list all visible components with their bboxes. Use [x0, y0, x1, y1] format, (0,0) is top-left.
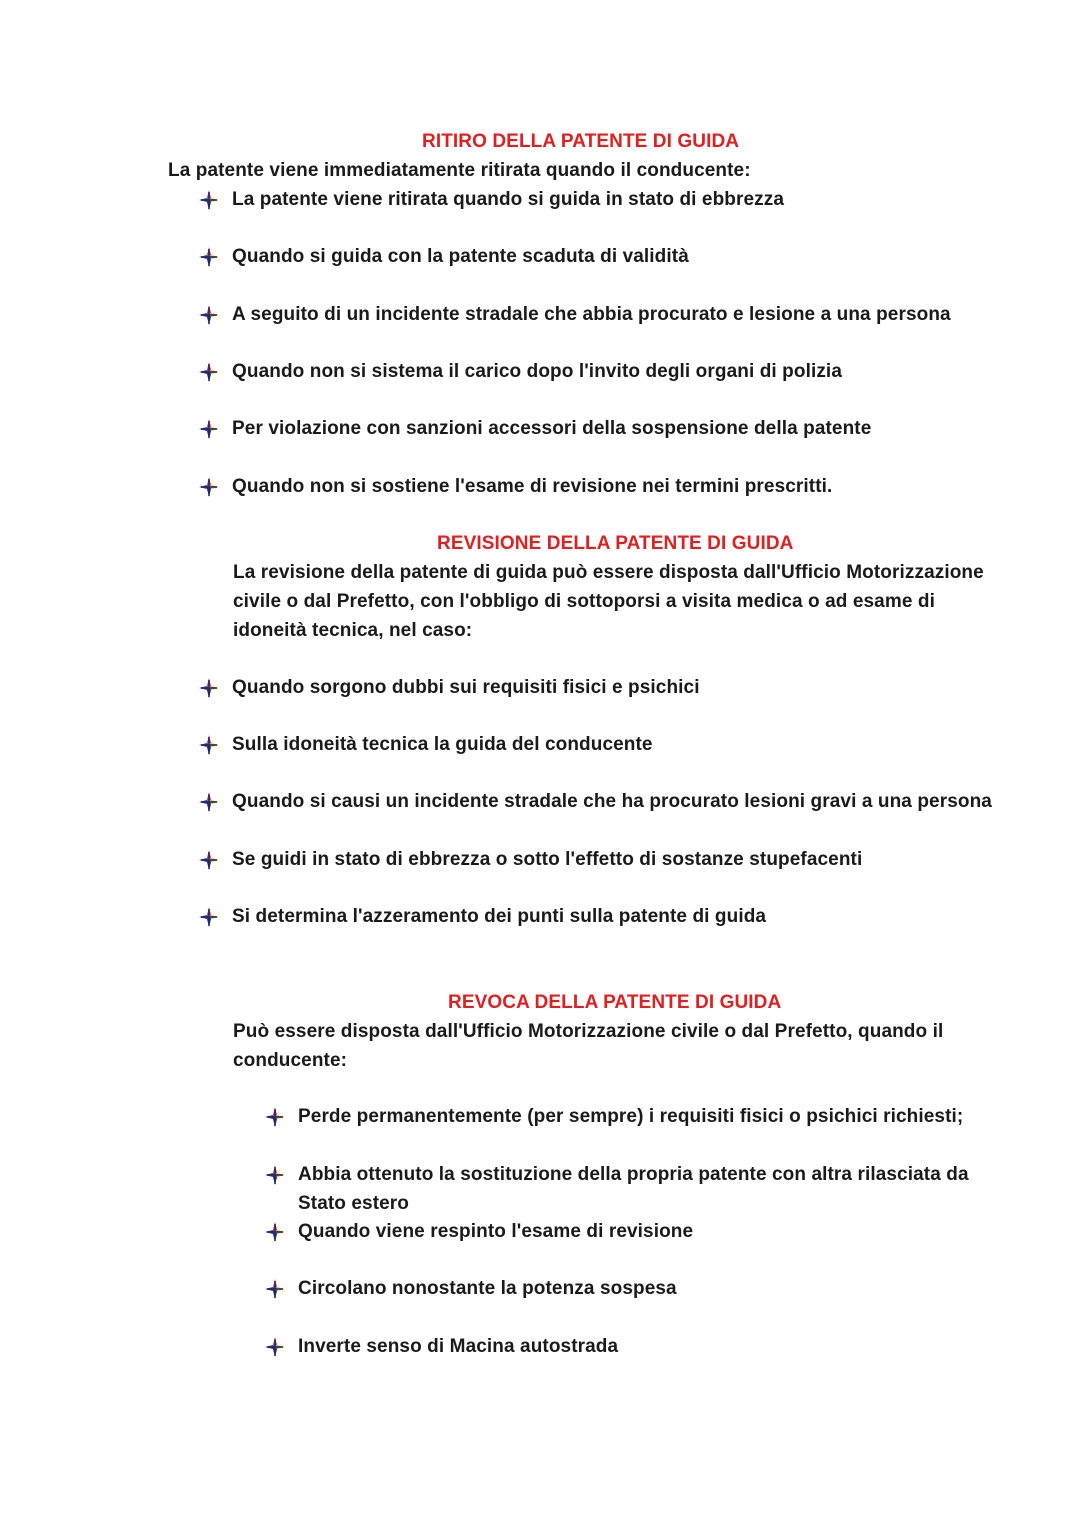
list-item — [198, 674, 700, 702]
list-item-label: Abbia ottenuto la sostituzione della propria patente con altra rilasciata da — [298, 1164, 969, 1185]
list-item — [198, 358, 842, 386]
list-item — [198, 903, 766, 931]
list-item — [198, 788, 992, 816]
list-item — [198, 301, 951, 329]
list-item — [198, 415, 871, 443]
list-item — [264, 1161, 969, 1189]
ritiro-title: RITIRO DELLA PATENTE DI GUIDA — [422, 131, 740, 152]
arrow-down-bullet-icon — [264, 1106, 286, 1128]
list-item — [198, 243, 689, 271]
list-item-label: Quando sorgono dubbi sui requisiti fisici e psichici — [232, 677, 700, 698]
list-item-label: A seguito di un incidente stradale che abbia procurato e lesione a una persona — [232, 304, 951, 325]
list-item-label: Se guidi in stato di ebbrezza o sotto l'effetto di sostanze stupefacenti — [232, 849, 863, 870]
revisione-intro-line: idoneità tecnica, nel caso: — [233, 620, 473, 641]
revoca-title: REVOCA DELLA PATENTE DI GUIDA — [448, 992, 782, 1013]
arrow-down-bullet-icon — [198, 476, 220, 498]
list-item-label: Sulla idoneità tecnica la guida del conducente — [232, 734, 653, 755]
arrow-down-bullet-icon — [198, 849, 220, 871]
list-item-label: Per violazione con sanzioni accessori della sospensione della patente — [232, 418, 872, 439]
arrow-down-bullet-icon — [264, 1221, 286, 1243]
revisione-intro-line: civile o dal Prefetto, con l'obbligo di sottoporsi a visita medica o ad esame di — [233, 591, 935, 612]
revoca-intro-line: conducente: — [233, 1050, 348, 1071]
arrow-down-bullet-icon — [198, 791, 220, 813]
list-item-continuation: Stato estero — [298, 1193, 410, 1214]
list-item-label: La patente viene ritirata quando si guida in stato di ebbrezza — [232, 189, 785, 210]
list-item-label: Quando non si sostiene l'esame di revisione nei termini prescritti. — [232, 476, 833, 497]
list-item — [264, 1218, 693, 1246]
list-item-label: Quando non si sistema il carico dopo l'invito degli organi di polizia — [232, 361, 842, 382]
list-item-label: Quando si causi un incidente stradale che ha procurato lesioni gravi a una persona — [232, 791, 992, 812]
list-item-label: Inverte senso di Macina autostrada — [298, 1336, 619, 1357]
revisione-title: REVISIONE DELLA PATENTE DI GUIDA — [437, 533, 794, 554]
list-item-label: Perde permanentemente (per sempre) i requisiti fisici o psichici richiesti; — [298, 1106, 964, 1127]
list-item — [198, 473, 832, 501]
ritiro-intro: La patente viene immediatamente ritirata quando il conducente: — [168, 160, 751, 181]
arrow-down-bullet-icon — [198, 361, 220, 383]
list-item-label: Si determina l'azzeramento dei punti sulla patente di guida — [232, 906, 767, 927]
revoca-intro-line: Può essere disposta dall'Ufficio Motorizzazione civile o dal Prefetto, quando il — [233, 1021, 944, 1042]
list-item — [264, 1275, 677, 1303]
list-item — [198, 846, 862, 874]
arrow-down-bullet-icon — [198, 906, 220, 928]
arrow-down-bullet-icon — [198, 734, 220, 756]
arrow-down-bullet-icon — [264, 1278, 286, 1300]
list-item-label: Quando viene respinto l'esame di revisione — [298, 1221, 694, 1242]
list-item — [198, 186, 784, 214]
arrow-down-bullet-icon — [198, 304, 220, 326]
arrow-down-bullet-icon — [198, 189, 220, 211]
arrow-down-bullet-icon — [198, 677, 220, 699]
list-item — [198, 731, 653, 759]
list-item-label: Circolano nonostante la potenza sospesa — [298, 1278, 677, 1299]
arrow-down-bullet-icon — [198, 418, 220, 440]
revisione-intro-line: La revisione della patente di guida può essere disposta dall'Ufficio Motorizzazione — [233, 562, 984, 583]
arrow-down-bullet-icon — [264, 1164, 286, 1186]
list-item — [264, 1333, 618, 1361]
arrow-down-bullet-icon — [264, 1336, 286, 1358]
list-item-label: Quando si guida con la patente scaduta di validità — [232, 246, 689, 267]
arrow-down-bullet-icon — [198, 246, 220, 268]
list-item — [264, 1103, 963, 1131]
